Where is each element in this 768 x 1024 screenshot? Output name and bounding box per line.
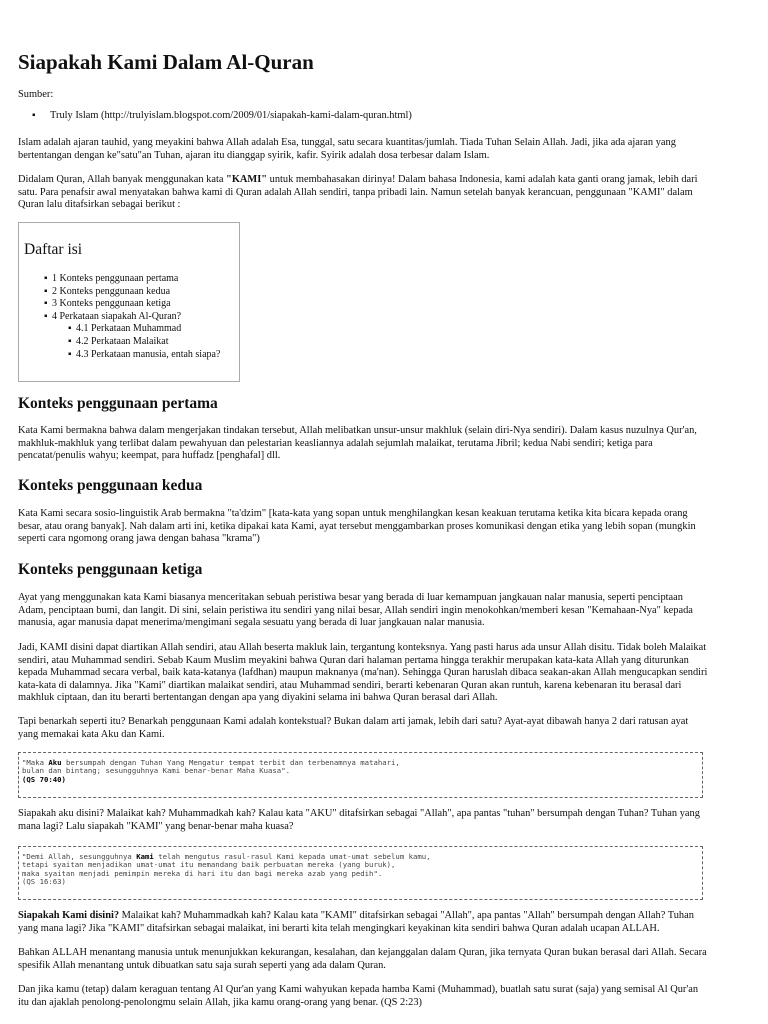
- page-title: Siapakah Kami Dalam Al-Quran: [18, 50, 314, 74]
- section-heading-2: Konteks penggunaan kedua: [18, 477, 203, 494]
- intro-paragraph-1: Islam adalah ajaran tauhid, yang meyakini bahwa Allah adalah Esa, tunggal, satu secara kuantitas/jumlah. Tiada Tuhan Selain Allah. Jadi, jika ada ajaran yang bertentangan dengan ke"satu"an Tuhan, ajaran itu dianggap syirik, kafir. Syirik adalah dosa terbesar dalam Islam.: [18, 137, 676, 161]
- toc-item[interactable]: ▪ 3 Konteks penggunaan ketiga: [44, 298, 220, 311]
- source-label: Sumber:: [18, 89, 54, 100]
- source-link[interactable]: ▪ Truly Islam (http://trulyislam.blogspot.com/2009/01/siapakah-kami-dalam-quran.html): [18, 110, 412, 121]
- intro-paragraph-2: Didalam Quran, Allah banyak menggunakan kata "KAMI" untuk membahasakan dirinya! Dalam bahasa Indonesia, kami adalah kata ganti orang jamak, lebih dari satu. Para penafsir awal menyatakan bahwa kami di Quran adalah Allah sendiri, tanpa pribadi lain. Namun setelah banyak kerancuan, penggunaan "KAMI" dalam Quran lalu ditafsirkan sebagai berikut :: [18, 174, 698, 210]
- section-heading-1: Konteks penggunaan pertama: [18, 395, 218, 412]
- source-list: [18, 110, 412, 121]
- quote-2-citation: (QS 16:63): [22, 876, 66, 886]
- quote-box-1: "Maka Aku bersumpah dengan Tuhan Yang Mengatur tempat terbit dan terbenamnya matahari, bulan dan bintang; sesungguhnya Kami benar-benar Maha Kuasa". (QS 70:40): [18, 752, 703, 798]
- section-heading-3: Konteks penggunaan ketiga: [18, 561, 203, 578]
- section-2-paragraph: Kata Kami secara sosio-linguistik Arab bermakna "ta'dzim" [kata-kata yang sopan untuk menghilangkan kesan keakuan terutama ketika kita bicara kepada orang besar, atau orang banyak]. Nah dalam arti ini, ketika dipakai kata Kami, ayat tersebut menggambarkan proses komunikasi dengan etika yang lebih sopan (mungkin seperti cara ngomong orang jawa dengan bahasa "krama"): [18, 508, 696, 544]
- paragraph-quran-2-23: Dan jika kamu (tetap) dalam keraguan tentang Al Qur'an yang Kami wahyukan kepada hamba Kami (Muhammad), buatlah satu surat (saja) yang semisal Al Qur'an itu dan ajaklah penolong-penolongmu selain Allah, jika kamu orang-orang yang benar. (QS 2:23): [18, 984, 699, 1008]
- toc-list: [44, 273, 220, 361]
- toc-item[interactable]: ▪ 1 Konteks penggunaan pertama: [44, 273, 220, 286]
- toc-subitem[interactable]: ▪ 4.2 Perkataan Malaikat: [68, 336, 220, 349]
- toc-item[interactable]: ▪ 2 Konteks penggunaan kedua: [44, 286, 220, 299]
- question-paragraph: Siapakah aku disini? Malaikat kah? Muhammadkah kah? Kalau kata "AKU" ditafsirkan sebagai "Allah", apa pantas "tuhan" bersumpah dengan Tuhan? Tuhan yang mana lagi? Lalu siapakah "KAMI" yang benar-benar maha kuasa?: [18, 808, 700, 832]
- toc-subitem[interactable]: ▪ 4.3 Perkataan manusia, entah siapa?: [68, 349, 220, 362]
- paragraph-siapakah-kami: Siapakah Kami disini? Malaikat kah? Muhammadkah kah? Kalau kata "KAMI" ditafsirkan sebagai "Allah", apa pantas "Allah" bersumpah dengan Allah? Tuhan yang mana lagi? Jika "KAMI" ditafsirkan sebagai malaikat, ini berarti kita telah mengingkari keyakinan kita sendiri bahwa Quran adalah ucapan ALLAH.: [18, 910, 694, 934]
- section-1-paragraph: Kata Kami bermakna bahwa dalam mengerjakan tindakan tersebut, Allah melibatkan unsur-unsur makhluk (selain diri-Nya sendiri). Dalam kasus nuzulnya Qur'an, makhluk-makhluk yang terlibat dalam pewahyuan dan pelestarian keasliannya adalah sejumlah malaikat, terutama Jibril; kedua Nabi sendiri; ketiga para pencatat/penulis wahyu; keempat, para huffadz [penghafal] dll.: [18, 425, 697, 461]
- table-of-contents: [18, 222, 240, 382]
- toc-item[interactable]: ▪ 4 Perkataan siapakah Al-Quran? ▪ 4.1 Perkataan Muhammad ▪ 4.2 Perkataan Malaikat ▪ 4.3 Perkataan manusia, entah siapa?: [44, 311, 220, 361]
- section-3-paragraph-2: Jadi, KAMI disini dapat diartikan Allah sendiri, atau Allah beserta makluk lain, tergantung konteksnya. Yang pasti harus ada unsur Allah disitu. Tidak boleh Malaikat sendiri, atau Muhammad sendiri. Sebab Kaum Muslim meyakini bahwa Quran dari halaman pertama hingga terakhir merupakan kata-kata Allah yang diturunkan kepada Muhammad secara verbal, baik kata-katanya (lafdhan) maupun maknanya (ma'nan). Sehingga Quran haruslah dibaca seakan-akan Allah mengucapkan sendiri kata-kata di dalamnya. Jika "Kami" diartikan malaikat sendiri, atau Muhammad sendiri, berarti kebenaran Quran akan runtuh, karena kebenaran itu berasal dari makhluk ciptaan, dan itu berarti bertentangan dengan apa yang diyakini selama ini bahwa Quran berasal dari Allah.: [18, 642, 708, 703]
- section-3-paragraph-3: Tapi benarkah seperti itu? Benarkah penggunaan Kami adalah kontekstual? Bukan dalam arti jamak, lebih dari satu? Ayat-ayat dibawah hanya 2 dari ratusan ayat yang memakai kata Aku dan Kami.: [18, 716, 689, 740]
- paragraph-allah-menantang: Bahkan ALLAH menantang manusia untuk menunjukkan kekurangan, kesalahan, dan kejanggalan dalam Quran, jika ternyata Quran bukan berasal dari Allah. Secara spesifik Allah menantang untuk dibuatkan satu saja surah seperti yang ada dalam Quran.: [18, 947, 707, 971]
- quote-box-2: "Demi Allah, sesungguhnya Kami telah mengutus rasul-rasul Kami kepada umat-umat sebelum kamu, tetapi syaitan menjadikan umat-umat itu memandang baik perbuatan mereka (yang buruk), maka syaitan menjadi pemimpin mereka di hari itu dan bagi mereka azab yang pedih". (QS 16:63): [18, 846, 703, 900]
- toc-subitem[interactable]: ▪ 4.1 Perkataan Muhammad: [68, 323, 220, 336]
- quote-1-citation: (QS 70:40): [22, 774, 66, 784]
- toc-title: Daftar isi: [24, 241, 83, 258]
- toc-sublist: [44, 323, 220, 361]
- section-3-paragraph-1: Ayat yang menggunakan kata Kami biasanya menceritakan sebuah peristiwa besar yang berada di luar kemampuan jangkauan nalar manusia, seperti penciptaan Adam, penciptaan bumi, dan langit. Di sini, selain peristiwa itu sendiri yang nilai besar, Allah sendiri ingin menokohkan/memberi kesan "Kemahaan-Nya" kepada manusia, agar manusia dapat menerima/mengimani segala sesuatu yang berada di luar jangkauan nalar manusia.: [18, 592, 693, 628]
